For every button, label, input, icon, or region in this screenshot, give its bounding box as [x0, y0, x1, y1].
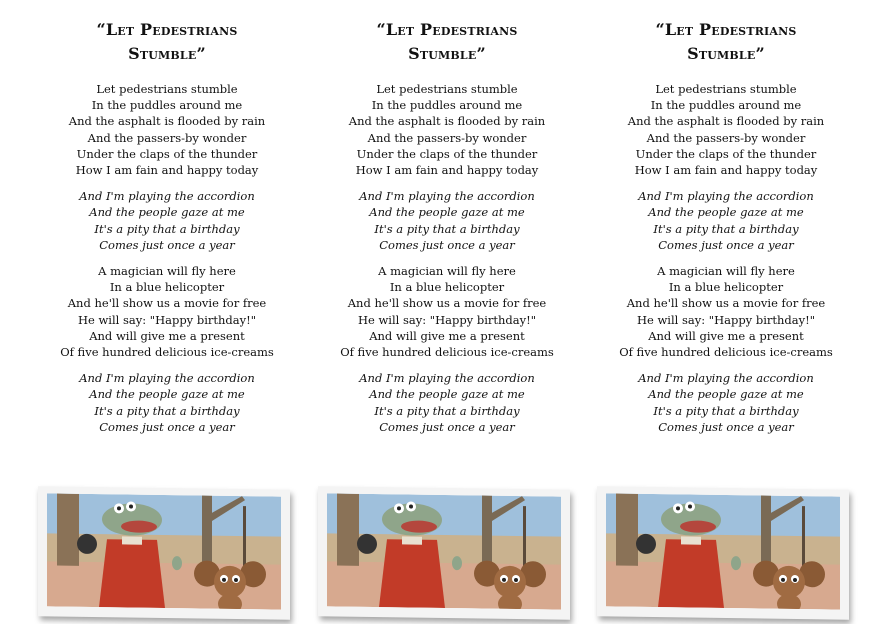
tree-trunk-left: [616, 494, 638, 566]
poem-line: In a blue helicopter: [668, 280, 784, 295]
tree-trunk-right: [761, 496, 771, 566]
poem-line: He will say: "Happy birthday!": [77, 312, 257, 327]
poem-stanzas: [322, 81, 572, 435]
verse-stanza: [322, 81, 572, 178]
poem-line: It's a pity that a birthday: [94, 403, 240, 418]
poem-line: And he'll show us a movie for free: [626, 296, 826, 311]
title-line-2: Stumble”: [128, 44, 206, 63]
poem-line: Comes just once a year: [658, 237, 794, 252]
poem-line: And the people gaze at me: [648, 205, 804, 220]
coat-collar: [402, 536, 422, 544]
poem-line: And he'll show us a movie for free: [67, 296, 267, 311]
poem-line: And the people gaze at me: [89, 387, 245, 402]
cartoon-photo: [47, 493, 281, 609]
cartoon-photo: [327, 493, 561, 609]
poem-line: He will say: "Happy birthday!": [357, 312, 537, 327]
croc-coat: [658, 539, 724, 608]
title-line-2: Stumble”: [408, 44, 486, 63]
poem-line: And the passers-by wonder: [646, 130, 806, 145]
poem-line: And I'm playing the accordion: [359, 189, 535, 204]
tree-trunk-right: [482, 496, 492, 566]
poem-line: In a blue helicopter: [109, 280, 225, 295]
poem-line: And will give me a present: [89, 328, 245, 343]
poem-line: Let pedestrians stumble: [376, 82, 518, 96]
poem-line: A magician will fly here: [657, 264, 795, 279]
verse-stanza: [601, 263, 851, 360]
photo-card: [597, 488, 855, 624]
poem-line: And I'm playing the accordion: [638, 371, 814, 386]
verse-stanza: [322, 263, 572, 360]
poem-line: Under the claps of the thunder: [356, 146, 538, 161]
lamp-post: [243, 506, 246, 566]
poem-line: It's a pity that a birthday: [374, 221, 520, 236]
tree-trunk-left: [57, 494, 79, 566]
lamp-post: [523, 506, 526, 566]
coat-collar: [681, 536, 701, 544]
poem-line: Comes just once a year: [379, 419, 515, 434]
poem-line: And will give me a present: [369, 328, 525, 343]
poem-line: And the asphalt is flooded by rain: [627, 114, 825, 129]
poem-line: It's a pity that a birthday: [374, 403, 520, 418]
title-line-1: “Let Pedestrians: [96, 20, 238, 39]
poem-line: It's a pity that a birthday: [653, 403, 799, 418]
title-line-1: “Let Pedestrians: [376, 20, 518, 39]
poem-line: And the people gaze at me: [369, 205, 525, 220]
chorus-stanza: [42, 188, 292, 253]
poem-line: And the people gaze at me: [648, 387, 804, 402]
tree-trunk-right: [202, 496, 212, 566]
poem-line: How I am fain and happy today: [355, 163, 539, 178]
poem-line: And the people gaze at me: [369, 387, 525, 402]
poem-stanzas: [601, 81, 851, 435]
tree-trunk-left: [337, 494, 359, 566]
poem-line: And I'm playing the accordion: [79, 371, 255, 386]
poem-line: Under the claps of the thunder: [76, 146, 258, 161]
photo-frame: [38, 486, 290, 620]
poem-line: Comes just once a year: [658, 419, 794, 434]
poem-title: [42, 18, 292, 66]
poem-line: And the asphalt is flooded by rain: [348, 114, 546, 129]
poem-line: Let pedestrians stumble: [96, 82, 238, 96]
croc-hand: [172, 556, 182, 570]
poem-line: And I'm playing the accordion: [79, 189, 255, 204]
cartoon-illustration: [606, 493, 840, 609]
chorus-stanza: [601, 370, 851, 435]
title-line-1: “Let Pedestrians: [655, 20, 797, 39]
poem-line: A magician will fly here: [378, 264, 516, 279]
poem-title: [601, 18, 851, 66]
poem-line: How I am fain and happy today: [75, 163, 259, 178]
poem-line: In the puddles around me: [650, 98, 802, 113]
poem-line: In the puddles around me: [91, 98, 243, 113]
chorus-stanza: [601, 188, 851, 253]
poem-line: And the people gaze at me: [89, 205, 245, 220]
verse-stanza: [42, 81, 292, 178]
poem-line: Of five hundred delicious ice-creams: [340, 345, 554, 360]
cartoon-photo: [606, 493, 840, 609]
poem-line: And the passers-by wonder: [367, 130, 527, 145]
poem-line: And he'll show us a movie for free: [347, 296, 547, 311]
croc-coat: [379, 539, 445, 608]
poem-line: Comes just once a year: [99, 419, 235, 434]
title-line-2: Stumble”: [687, 44, 765, 63]
poem-title: [322, 18, 572, 66]
photo-frame: [318, 486, 570, 620]
croc-hand: [452, 556, 462, 570]
poem-line: And the asphalt is flooded by rain: [68, 114, 266, 129]
poem-line: A magician will fly here: [98, 264, 236, 279]
poem-line: Comes just once a year: [379, 237, 515, 252]
poem-line: It's a pity that a birthday: [94, 221, 240, 236]
poem-line: Comes just once a year: [99, 237, 235, 252]
poem-line: And I'm playing the accordion: [638, 189, 814, 204]
coat-collar: [122, 536, 142, 544]
verse-stanza: [42, 263, 292, 360]
cartoon-illustration: [327, 493, 561, 609]
verse-stanza: [601, 81, 851, 178]
croc-coat: [99, 539, 165, 608]
poem-line: Of five hundred delicious ice-creams: [60, 345, 274, 360]
cartoon-illustration: [47, 493, 281, 609]
poem-line: And the passers-by wonder: [87, 130, 247, 145]
photo-card: [318, 488, 576, 624]
chorus-stanza: [322, 370, 572, 435]
poem-column-2: [322, 18, 572, 435]
chorus-stanza: [322, 188, 572, 253]
poem-line: Of five hundred delicious ice-creams: [619, 345, 833, 360]
poem-column-3: [601, 18, 851, 435]
poem-line: In a blue helicopter: [389, 280, 505, 295]
poem-line: It's a pity that a birthday: [653, 221, 799, 236]
poem-column-1: [42, 18, 292, 435]
poem-line: In the puddles around me: [371, 98, 523, 113]
poem-line: He will say: "Happy birthday!": [636, 312, 816, 327]
photo-frame: [597, 486, 849, 620]
poem-line: And will give me a present: [648, 328, 804, 343]
chorus-stanza: [42, 370, 292, 435]
lamp-post: [802, 506, 805, 566]
poem-line: And I'm playing the accordion: [359, 371, 535, 386]
croc-hand: [731, 556, 741, 570]
poem-line: Let pedestrians stumble: [655, 82, 797, 96]
poem-line: How I am fain and happy today: [634, 163, 818, 178]
poem-line: Under the claps of the thunder: [635, 146, 817, 161]
photo-card: [38, 488, 296, 624]
poem-stanzas: [42, 81, 292, 435]
